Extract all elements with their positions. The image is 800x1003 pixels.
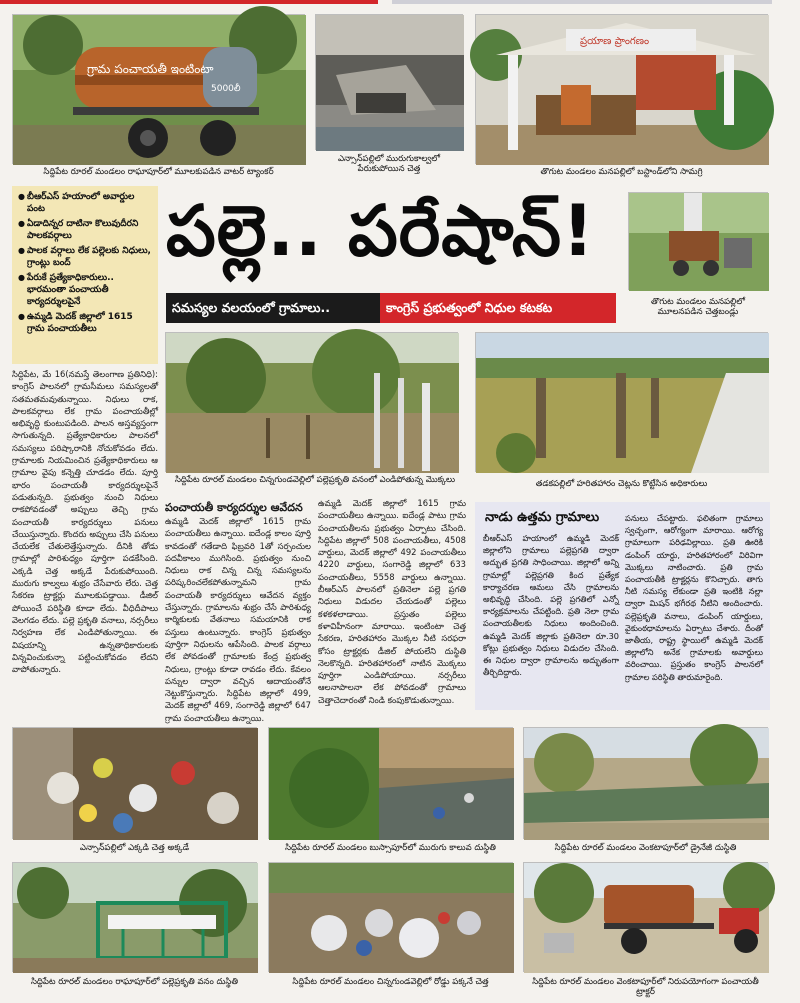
caption-drain-garbage: ఎన్సాన్‌పల్లిలో మురుగుకాల్వలో పేరుకుపోయిన చెత్త [337, 154, 441, 174]
highlight-item: ● ఏడాదిన్నర దాటినా కొలువుదీరని పాలకవర్గాలు [18, 218, 152, 242]
photo-garbage-pile [12, 727, 257, 839]
sidebox-body: బీఆర్ఎస్ హయాంలో ఉమ్మడి మెదక్ జిల్లాలోని గ్రామాలు పల్లెప్రగతి ద్వారా అద్భుత ప్రగతి సాధించాయి. జిల్లాలో అన్ని గ్రామాల్లో పల్లెప్రగతి కింద ప్రత్యేక కార్యాచరణ ఆమలు చేసి గ్రామాలను అభివృద్ధి చేసింది. పల్లె ప్రగతిలో ఎన్నో కార్యక్రమాలను చేపట్టింది. ప్రతి నెలా గ్రామ పంచాయతీలకు నిధులు అందించింది. ఉమ్మడి మెదక్ జిల్లాకు ప్రతినెలా రూ.30 కోట్లు ప్రభుత్వం నిధులు విడుదల చేసింది. ఈ నిధుల ద్వారా గ్రామాలను అద్భుతంగా తీర్చిదిద్దారు. [483, 533, 619, 678]
headline: పల్లె.. పరేషాన్! [166, 190, 595, 272]
caption-drain-bussapur: సిద్దిపేట రూరల్ మండలం బుస్సాపూర్‌లో మురుగు కాలువ దుస్థితి [285, 843, 496, 853]
photo-gate-park [12, 862, 257, 972]
top-rule-red [0, 0, 378, 4]
caption-drainage-venkatapur: సిద్దిపేట రూరల్ మండలం వెంకటాపూర్‌లో డ్రైనేజీ దుస్థితి [554, 843, 737, 853]
caption-bus-stand: తొగుట మండలం మనపల్లిలో బస్టాండ్‌లోని సామగ్రి [540, 167, 703, 177]
sidebox-title: నాడు ఉత్తమ గ్రామాలు [485, 510, 600, 525]
headline-banner [166, 293, 616, 323]
tanker-number: 5000లీ [211, 84, 241, 94]
photo-haritha-haram [475, 332, 768, 472]
photo-drain-garbage [315, 14, 463, 150]
photo-unused-tractor [523, 862, 768, 972]
top-rule-grey [392, 0, 772, 4]
top-rule [0, 0, 800, 6]
photo-water-tanker [12, 14, 305, 164]
highlight-item: ● పాలక వర్గాలు లేక పల్లెలకు నిధులు, గ్రాంట్లు బంద్ [18, 245, 152, 269]
photo-bus-stand [475, 14, 768, 164]
bus-stand-label: ప్రయాణ ప్రాంగణం [580, 36, 650, 47]
article-column-1 [12, 368, 158, 713]
tanker-label: గ్రామ పంచాయతీ ఇంటింటా [87, 62, 214, 76]
caption-garbage-pile: ఎన్సాన్‌పల్లిలో ఎక్కడి చెత్త అక్కడే [79, 843, 190, 853]
sidebox-body-2: పనులు చేపట్టారు. ఫలితంగా గ్రామాలు స్వచ్ఛంగా, ఆరోగ్యంగా మారాయి. ఆరోగ్య గ్రామాలుగా పరిఢవిల్లాయి. ప్రతి ఊరికి డంపింగ్ యార్డు, హరితహారంలో విరివిగా మొక్కలు నాటించారు. ప్రతి గ్రామ పంచాయతీకి ట్రాక్టర్లను కొనిచ్చారు. తాగు నీటి సమస్య లేకుండా ప్రతి ఇంటికి నల్లా ద్వారా మిషన్ భగీరథ నీటిని అందించారు. పల్లెప్రకృతి వనాలు, డంపింగ్ యార్డులు, వైకుంఠధామాలను ఏర్పాటు చేశారు. దీంతో జాతీయ, రాష్ట్ర స్థాయిలో ఉమ్మడి మెదక్ జిల్లాలోని అనేక గ్రామాలకు అవార్డులు వరించాయి. ప్రస్తుతం కాంగ్రెస్ పాలనలో గ్రామాల పరిస్థితి తారుమారైంది. [625, 513, 763, 682]
article-subhead: పంచాయతీ కార్యదర్శుల ఆవేదన [165, 501, 303, 514]
article-column-3 [318, 497, 466, 713]
caption-unused-tractor: సిద్దిపేట రూరల్ మండలం వెంకటాపూర్‌లో నిరుపయోగంగా పంచాయతీ ట్రాక్టర్ [532, 977, 759, 997]
caption-roadside-garbage: సిద్దిపేట రూరల్ మండలం చిన్నగుండవెల్లిలో రోడ్డు పక్కనే చెత్త [292, 977, 489, 987]
photo-cart [628, 192, 768, 290]
photo-nature-park [165, 332, 458, 472]
article-body-2: ఉమ్మడి మెదక్ జిల్లాలో 1615 గ్రామ పంచాయతీలు ఉన్నాయి. ఐదేండ్ల కాలం పూర్తి కావడంతో గతేడాది ఫిబ్రవరి 1తో సర్పంచుల పదవీకాలం ముగిసింది. ప్రభుత్వం నుంచి నిధులు రాక చిన్న చిన్న సమస్యలను పరిష్కరించలేకపోతున్నామని గ్రామ పంచాయతీ కార్యదర్శులు ఆవేదన వ్యక్తం చేస్తున్నారు. గ్రామాలను శుభ్రం చేసే పారిశుధ్య కార్మికులకు వేతనాలు సమయానికి రాక పస్తులు ఉంటున్నారు. కాంగ్రెస్ ప్రభుత్వం పూర్తిగా నిధులను ఆపేసింది. పాలక వర్గాలు లేక పోవడంతో గ్రామాలకు కేంద్ర ప్రభుత్వ నిధులు, గ్రాంట్లు కూడా రావడం లేదు. కేవలం పన్నుల ద్వారా వచ్చిన ఆదాయంతోనే నెట్టుకొస్తున్నారు. సిద్దిపేట జిల్లాలో 499, మెదక్ జిల్లాలో 469, సంగారెడ్డి జిల్లాలో 647 గ్రామ పంచాయతీలు ఉన్నాయి. [165, 516, 311, 723]
caption-haritha-haram: తడకపల్లిలో హరితహారం చెట్లను కొట్టేసిన అధికారులు [535, 479, 708, 489]
caption-nature-park: సిద్దిపేట రూరల్ మండలం చిన్నగుండవెల్లిలో పల్లెప్రకృతి వనంలో ఎండిపోతున్న మొక్కలు [174, 475, 456, 485]
article-body-3: ఉమ్మడి మెదక్ జిల్లాలో 1615 గ్రామ పంచాయతీలు ఉన్నాయి. ఐదేండ్ల పాటు గ్రామ పంచాయతీలను ప్రభుత్వం ఏర్పాటు చేసింది. సిద్దిపేట జిల్లాలో 508 పంచాయతీలు, 4508 వార్డులు, మెదక్ జిల్లాలో 492 పంచాయతీలు 4220 వార్డులు, సంగారెడ్డి జిల్లాలో 633 పంచాయతీలు, 5558 వార్డులు ఉన్నాయి. బీఆర్ఎస్ పాలనలో ప్రతినెలా పల్లె ప్రగతి నిధులు విడుదల చేయడంతో పల్లెలు కళకళలాడాయి. ప్రస్తుతం పల్లెలు కళావిహీనంగా మారాయి. ఇంటింటా చెత్త సేకరణ, హరితహారం మొక్కల నీటి సరఫరా కోసం ట్రాక్టర్లకు డీజిల్ పోయలేని దుస్థితి నెలకొన్నది. హరితహారంలో నాటిన మొక్కలు పూర్తిగా ఎండిపోయాయి. నర్సరీలు ఆలనాపాలనా లేక పోవడంతో గ్రామాలు చెత్తాచెదారంతో నిండి కంపుకొడుతున్నాయి. [318, 498, 466, 705]
banner-right: కాంగ్రెస్ ప్రభుత్వంలో నిధుల కటకట [380, 293, 616, 323]
article-body-1: సిద్దిపేట, మే 16(నమస్తే తెలంగాణ ప్రతినిధి): కాంగ్రెస్ పాలనలో గ్రామసీమలు సమస్యలతో సతమతమవుతున్నాయి. నిధులు రాక, పాలకవర్గాలు లేక గ్రామ పంచాయతీల్లో అభివృద్ధి కుంటుపడింది. పాలన అస్తవ్యస్తంగా సాగుతున్నది. ప్రత్యేకాధికారుల పాలనలో సమస్యలు పరిష్కారానికి నోచుకోవడం లేదు. గ్రామాలకు నియమించిన ప్రత్యేకాధికారులు ఆ గ్రామాల వైపు కన్నెత్తి చూడడం లేదు. పూర్తి భారం పంచాయతీ కార్యదర్శులపైనే పడుతున్నది. ప్రభుత్వం నుంచి నిధులు రాకపోవడంతో అప్పులు తెచ్చి గ్రామ పంచాయతీ కార్యదర్శులు పనులు చేయిస్తున్నారు. కొందరు అప్పులు చేసి పనులు చేయలేక చేతులెత్తేస్తున్నారు. దీనికి తోడు గ్రామాల్లో పారిశుధ్యం పూర్తిగా పడకేసింది. ఎక్కడి చెత్త అక్కడే పేరుకుపోయింది. మురుగు కాల్వలు శుభ్రం చేసేవారు లేరు. చెత్త సేకరణ ట్రాక్టర్లు మూలకుపడ్డాయి. డీజిల్ పోయించే పరిస్థితి కూడా లేదు. వీధిదీపాలు వెలగడం లేదు. పల్లె ప్రకృతి వనాలు, నర్సరీలు నిర్వహణ లేక ఎండిపోతున్నాయి. ఈ విషయాన్ని ఉన్నతాధికారులకు విన్నవించుకున్నా పట్టించుకోవడం లేదని వాపోతున్నారు. [12, 369, 158, 675]
photo-drainage-venkatapur [523, 727, 768, 839]
highlights-box [12, 186, 158, 364]
caption-cart: తొగుట మండలం మనపల్లిలో మూలనపడిన చెత్తబండ్లు [650, 297, 746, 317]
article-column-2 [165, 497, 311, 723]
banner-left: సమస్యల వలయంలో గ్రామాలు.. [166, 293, 380, 323]
photo-roadside-garbage [268, 862, 513, 972]
highlight-item: ● ఉమ్మడి మెదక్ జిల్లాలో 1615 గ్రామ పంచాయతీలు [18, 311, 152, 335]
caption-gate-park: సిద్దిపేట రూరల్ మండలం రాఘాపూర్‌లో పల్లెప్రకృతి వనం దుస్థితి [30, 977, 239, 987]
highlight-item: ● పేరుకే ప్రత్యేకాధికారులు.. భారమంతా పంచాయతీ కార్యదర్శులపైనే [18, 272, 152, 308]
sidebox [475, 502, 770, 710]
caption-water-tanker: సిద్దిపేట రూరల్ మండలం రాఘాపూర్‌లో మూలకుపడిన వాటర్ ట్యాంకర్ [43, 167, 274, 177]
photo-drain-bussapur [268, 727, 513, 839]
highlight-item: ● బీఆర్ఎస్ హయాంలో అవార్డుల పంట [18, 191, 152, 215]
